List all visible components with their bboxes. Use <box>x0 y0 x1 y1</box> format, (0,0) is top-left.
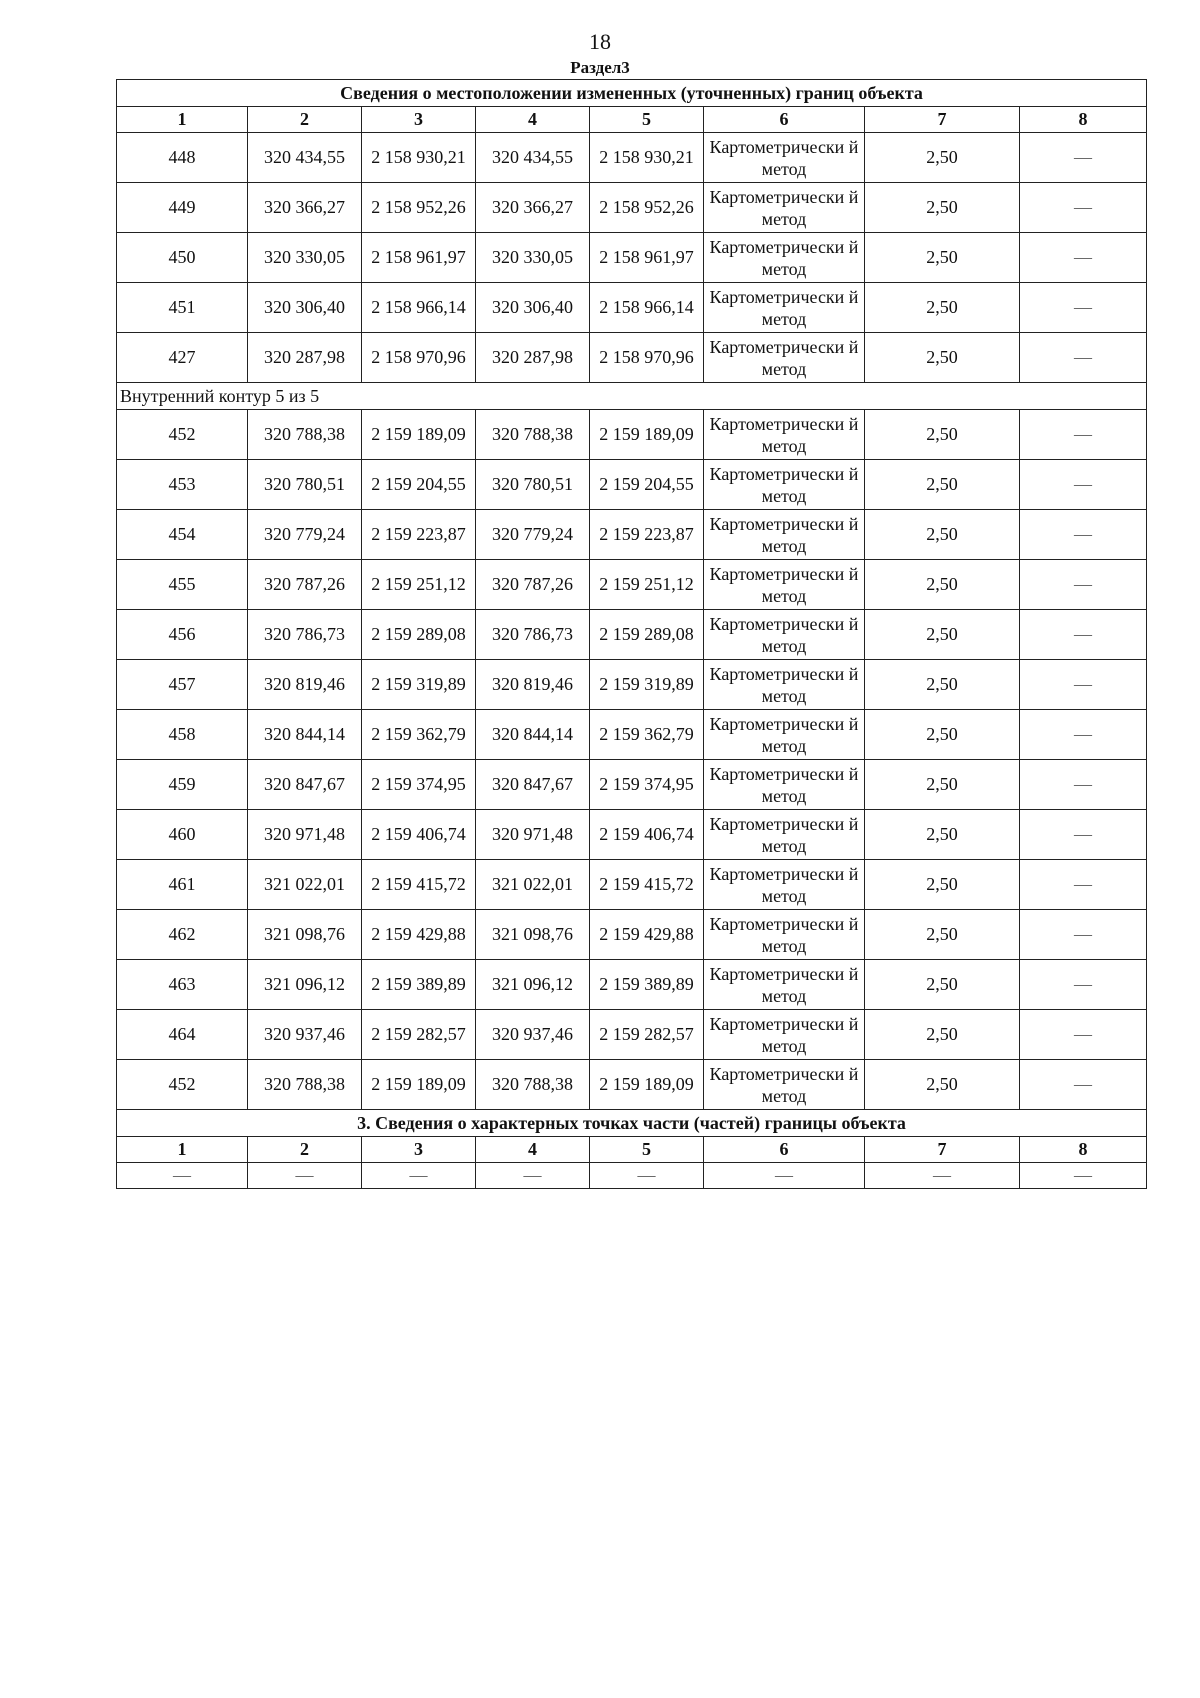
table-cell: 2,50 <box>865 810 1020 860</box>
table-cell: 2,50 <box>865 1010 1020 1060</box>
table-cell: 2,50 <box>865 760 1020 810</box>
table-cell: — <box>1020 183 1147 233</box>
table-caption-row <box>117 1110 1147 1137</box>
table-cell: Картометрически й метод <box>704 710 865 760</box>
table-cell: 2 158 970,96 <box>590 333 704 383</box>
table-cell: 2 158 961,97 <box>590 233 704 283</box>
table-cell: — <box>1020 710 1147 760</box>
table-cell: 2 159 429,88 <box>362 910 476 960</box>
table-cell: 321 096,12 <box>476 960 590 1010</box>
table-cell: 462 <box>117 910 248 960</box>
table-cell: Картометрически й метод <box>704 410 865 460</box>
table-cell: 456 <box>117 610 248 660</box>
table-cell: 2,50 <box>865 233 1020 283</box>
column-header-row <box>117 107 1147 133</box>
table-cell: — <box>704 1163 865 1189</box>
table-cell: Картометрически й метод <box>704 233 865 283</box>
table-cell: 320 937,46 <box>476 1010 590 1060</box>
column-header: 1 <box>117 107 248 133</box>
table-cell: Картометрически й метод <box>704 960 865 1010</box>
table-cell: — <box>1020 560 1147 610</box>
column-header: 1 <box>117 1137 248 1163</box>
table-cell: 2 158 966,14 <box>362 283 476 333</box>
table-cell: 2 159 362,79 <box>590 710 704 760</box>
table-cell: 2,50 <box>865 133 1020 183</box>
table-caption: 3. Сведения о характерных точках части (частей) границы объекта <box>117 1110 1147 1137</box>
column-header: 3 <box>362 107 476 133</box>
table-cell: 2 159 282,57 <box>362 1010 476 1060</box>
table-cell: 453 <box>117 460 248 510</box>
table-cell: 320 434,55 <box>248 133 362 183</box>
table-cell: 320 787,26 <box>476 560 590 610</box>
table-cell: 2,50 <box>865 410 1020 460</box>
table-cell: 454 <box>117 510 248 560</box>
contour-label-row <box>117 383 1147 410</box>
table-cell: 320 366,27 <box>248 183 362 233</box>
table-cell: 459 <box>117 760 248 810</box>
table-row <box>117 710 1147 760</box>
table-cell: 2 158 952,26 <box>590 183 704 233</box>
table-cell: — <box>1020 283 1147 333</box>
table-cell: 463 <box>117 960 248 1010</box>
table-cell: Картометрически й метод <box>704 860 865 910</box>
table-cell: 460 <box>117 810 248 860</box>
table-cell: 2,50 <box>865 1060 1020 1110</box>
table-cell: — <box>865 1163 1020 1189</box>
table-row <box>117 410 1147 460</box>
table-cell: 449 <box>117 183 248 233</box>
table-cell: 2,50 <box>865 283 1020 333</box>
table-cell: 2 159 204,55 <box>362 460 476 510</box>
table-row <box>117 233 1147 283</box>
table-cell: 2,50 <box>865 510 1020 560</box>
table-cell: Картометрически й метод <box>704 910 865 960</box>
table-cell: 457 <box>117 660 248 710</box>
table-cell: 452 <box>117 410 248 460</box>
table-cell: 2 159 415,72 <box>362 860 476 910</box>
table-cell: — <box>1020 960 1147 1010</box>
table-cell: 320 306,40 <box>248 283 362 333</box>
table-cell: Картометрически й метод <box>704 283 865 333</box>
table-cell: 2 159 223,87 <box>590 510 704 560</box>
table-cell: 320 434,55 <box>476 133 590 183</box>
table-cell: 320 786,73 <box>248 610 362 660</box>
table-cell: — <box>1020 233 1147 283</box>
table-cell: 320 330,05 <box>476 233 590 283</box>
table-cell: 2 159 374,95 <box>590 760 704 810</box>
table-cell: Картометрически й метод <box>704 133 865 183</box>
table-cell: 2 159 223,87 <box>362 510 476 560</box>
table-cell: 464 <box>117 1010 248 1060</box>
column-header: 2 <box>248 1137 362 1163</box>
table-cell: 2 158 952,26 <box>362 183 476 233</box>
column-header: 5 <box>590 107 704 133</box>
table-cell: — <box>1020 760 1147 810</box>
table-cell: — <box>476 1163 590 1189</box>
table-cell: — <box>1020 610 1147 660</box>
table-cell: 2 159 319,89 <box>590 660 704 710</box>
table-row <box>117 333 1147 383</box>
table-cell: 320 287,98 <box>248 333 362 383</box>
table-cell: 2 159 406,74 <box>590 810 704 860</box>
table-cell: 320 787,26 <box>248 560 362 610</box>
table-cell: 2 159 251,12 <box>590 560 704 610</box>
table-cell: 320 971,48 <box>248 810 362 860</box>
table-cell: — <box>1020 1060 1147 1110</box>
table-cell: 2 159 374,95 <box>362 760 476 810</box>
table-cell: 320 366,27 <box>476 183 590 233</box>
table-cell: 2,50 <box>865 960 1020 1010</box>
table-cell: 2 159 389,89 <box>590 960 704 1010</box>
table-cell: 2,50 <box>865 183 1020 233</box>
column-header: 5 <box>590 1137 704 1163</box>
table-cell: 2 159 389,89 <box>362 960 476 1010</box>
table-cell: 2 159 282,57 <box>590 1010 704 1060</box>
column-header: 6 <box>704 1137 865 1163</box>
table-cell: Картометрически й метод <box>704 333 865 383</box>
table-cell: 461 <box>117 860 248 910</box>
table-cell: 452 <box>117 1060 248 1110</box>
table-row <box>117 133 1147 183</box>
table-cell: 320 788,38 <box>476 410 590 460</box>
table-cell: 2,50 <box>865 910 1020 960</box>
table-cell: 320 786,73 <box>476 610 590 660</box>
table-caption-row <box>117 80 1147 107</box>
table-cell: 2 159 406,74 <box>362 810 476 860</box>
table-cell: 448 <box>117 133 248 183</box>
table-cell: 320 780,51 <box>248 460 362 510</box>
page-number: 18 <box>589 29 611 54</box>
table-cell: 455 <box>117 560 248 610</box>
table-cell: — <box>1020 133 1147 183</box>
table-cell: — <box>1020 460 1147 510</box>
table-cell: Картометрически й метод <box>704 560 865 610</box>
column-header: 7 <box>865 1137 1020 1163</box>
table-cell: — <box>117 1163 248 1189</box>
table-cell: 451 <box>117 283 248 333</box>
table-cell: Картометрически й метод <box>704 510 865 560</box>
table-row <box>117 810 1147 860</box>
table-cell: 2 158 966,14 <box>590 283 704 333</box>
table-cell: 2 158 970,96 <box>362 333 476 383</box>
table-row <box>117 760 1147 810</box>
table-cell: 321 098,76 <box>476 910 590 960</box>
table-cell: 458 <box>117 710 248 760</box>
table-cell: — <box>1020 660 1147 710</box>
table-row <box>117 610 1147 660</box>
table-cell: 320 779,24 <box>248 510 362 560</box>
table-cell: — <box>1020 910 1147 960</box>
table-row <box>117 560 1147 610</box>
table-cell: 320 819,46 <box>476 660 590 710</box>
table-cell: 320 844,14 <box>476 710 590 760</box>
table-row <box>117 510 1147 560</box>
table-cell: 2 159 204,55 <box>590 460 704 510</box>
section-title: Раздел3 <box>570 58 630 77</box>
table-cell: 2 159 289,08 <box>590 610 704 660</box>
table-row <box>117 910 1147 960</box>
table-cell: 2 158 930,21 <box>362 133 476 183</box>
table-cell: 320 780,51 <box>476 460 590 510</box>
table-cell: 320 788,38 <box>248 1060 362 1110</box>
column-header: 8 <box>1020 107 1147 133</box>
table-cell: — <box>1020 860 1147 910</box>
table-cell: 2,50 <box>865 610 1020 660</box>
table-cell: — <box>1020 333 1147 383</box>
table-cell: 2 159 362,79 <box>362 710 476 760</box>
column-header: 3 <box>362 1137 476 1163</box>
table-cell: 320 779,24 <box>476 510 590 560</box>
table-cell: 2 159 189,09 <box>590 410 704 460</box>
table-cell: — <box>248 1163 362 1189</box>
table-cell: Картометрически й метод <box>704 610 865 660</box>
table-cell: 2,50 <box>865 560 1020 610</box>
table-cell: 2 159 319,89 <box>362 660 476 710</box>
column-header: 4 <box>476 107 590 133</box>
table-row <box>117 860 1147 910</box>
table-caption: Сведения о местоположении измененных (уточненных) границ объекта <box>117 80 1147 107</box>
table-cell: 2 158 961,97 <box>362 233 476 283</box>
contour-label: Внутренний контур 5 из 5 <box>117 383 1147 410</box>
table-cell: 320 937,46 <box>248 1010 362 1060</box>
table-cell: 321 096,12 <box>248 960 362 1010</box>
table-cell: 2 159 251,12 <box>362 560 476 610</box>
table-cell: Картометрически й метод <box>704 760 865 810</box>
table-cell: Картометрически й метод <box>704 1010 865 1060</box>
table-cell: 320 844,14 <box>248 710 362 760</box>
table-cell: 2 159 189,09 <box>362 410 476 460</box>
table-row <box>117 960 1147 1010</box>
table-cell: — <box>1020 410 1147 460</box>
table-row <box>117 1163 1147 1189</box>
table-cell: 320 788,38 <box>476 1060 590 1110</box>
table-cell: 450 <box>117 233 248 283</box>
table-row <box>117 183 1147 233</box>
table-cell: 427 <box>117 333 248 383</box>
table-cell: — <box>1020 810 1147 860</box>
boundary-coordinates-table <box>116 79 1147 1189</box>
table-cell: — <box>1020 1010 1147 1060</box>
table-cell: 320 306,40 <box>476 283 590 333</box>
table-cell: 2 159 289,08 <box>362 610 476 660</box>
table-cell: 320 971,48 <box>476 810 590 860</box>
table-cell: Картометрически й метод <box>704 810 865 860</box>
table-cell: — <box>1020 1163 1147 1189</box>
table-cell: — <box>1020 510 1147 560</box>
table-cell: 320 847,67 <box>476 760 590 810</box>
table-row <box>117 660 1147 710</box>
column-header-row <box>117 1137 1147 1163</box>
column-header: 4 <box>476 1137 590 1163</box>
table-cell: 2 159 189,09 <box>590 1060 704 1110</box>
column-header: 6 <box>704 107 865 133</box>
table-row <box>117 460 1147 510</box>
table-cell: 320 287,98 <box>476 333 590 383</box>
table-cell: 320 788,38 <box>248 410 362 460</box>
table-cell: 321 022,01 <box>476 860 590 910</box>
table-row <box>117 283 1147 333</box>
column-header: 8 <box>1020 1137 1147 1163</box>
table-cell: 2,50 <box>865 460 1020 510</box>
table-cell: 320 847,67 <box>248 760 362 810</box>
table-cell: 2 159 415,72 <box>590 860 704 910</box>
table-cell: Картометрически й метод <box>704 1060 865 1110</box>
column-header: 2 <box>248 107 362 133</box>
table-cell: 2 159 429,88 <box>590 910 704 960</box>
table-cell: 2 158 930,21 <box>590 133 704 183</box>
table-cell: — <box>362 1163 476 1189</box>
table-row <box>117 1060 1147 1110</box>
column-header: 7 <box>865 107 1020 133</box>
table-cell: 2,50 <box>865 860 1020 910</box>
table-cell: Картометрически й метод <box>704 660 865 710</box>
table-cell: 321 022,01 <box>248 860 362 910</box>
table-cell: 2 159 189,09 <box>362 1060 476 1110</box>
table-cell: 321 098,76 <box>248 910 362 960</box>
table-cell: Картометрически й метод <box>704 460 865 510</box>
table-cell: 2,50 <box>865 710 1020 760</box>
table-cell: 320 819,46 <box>248 660 362 710</box>
table-cell: — <box>590 1163 704 1189</box>
table-cell: 2,50 <box>865 660 1020 710</box>
table-cell: Картометрически й метод <box>704 183 865 233</box>
table-cell: 320 330,05 <box>248 233 362 283</box>
table-cell: 2,50 <box>865 333 1020 383</box>
table-row <box>117 1010 1147 1060</box>
